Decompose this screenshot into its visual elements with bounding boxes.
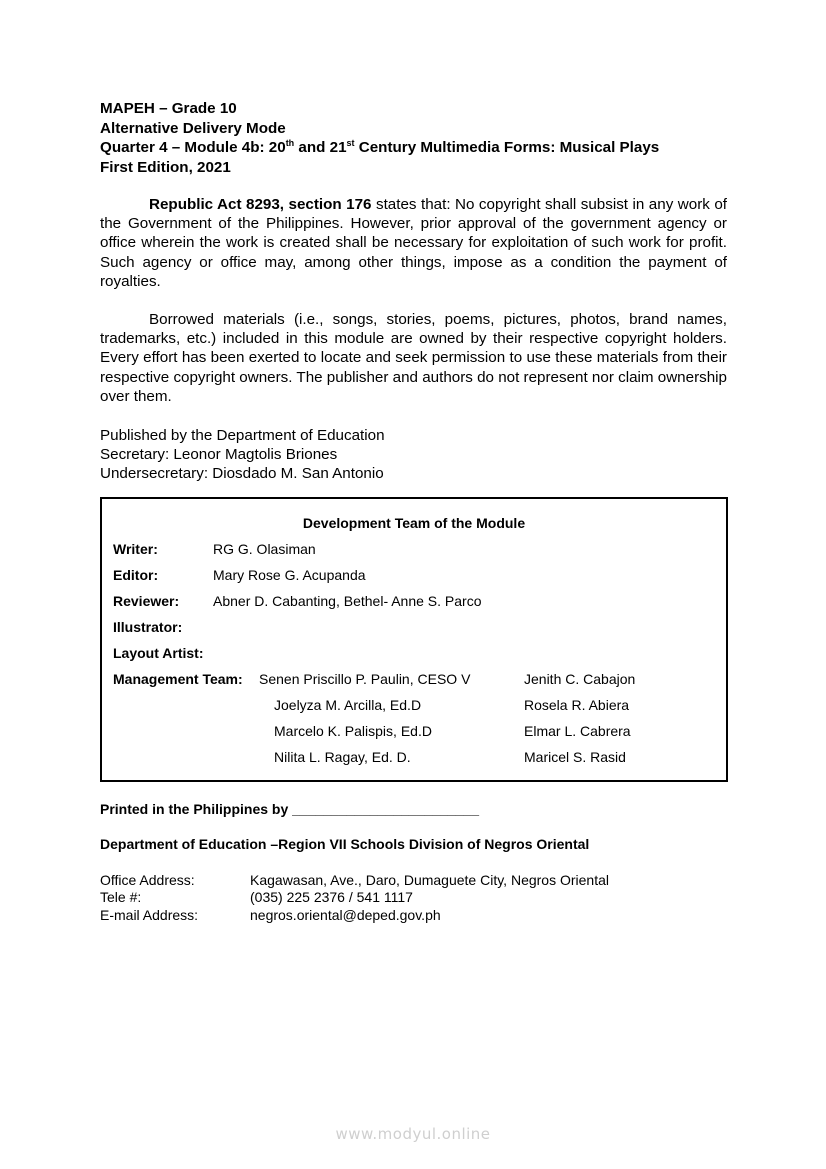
delivery-mode: Alternative Delivery Mode <box>100 119 286 137</box>
editor-label: Editor: <box>113 567 159 583</box>
management-member: Rosela R. Abiera <box>524 697 630 713</box>
management-member: Marcelo K. Palispis, Ed.D <box>274 723 432 739</box>
management-member: Nilita L. Ragay, Ed. D. <box>274 749 411 765</box>
printed-by-line: Printed in the Philippines by ________________________ <box>100 801 479 817</box>
management-member: Jenith C. Cabajon <box>524 671 636 687</box>
writer-value: RG G. Olasiman <box>213 541 316 557</box>
illustrator-label: Illustrator: <box>113 619 183 635</box>
reviewer-value: Abner D. Cabanting, Bethel- Anne S. Parco <box>213 593 482 609</box>
email-label: E-mail Address: <box>100 906 199 923</box>
development-team-title: Development Team of the Module <box>302 515 526 531</box>
subject-grade: MAPEH – Grade 10 <box>100 100 237 117</box>
ordinal-suffix: th <box>285 138 295 149</box>
management-team-label: Management Team: <box>113 671 243 687</box>
copyright-page <box>100 99 727 923</box>
copyright-notice-text: states that: No copyright shall subsist in any work of the Government of the Philippines. However, prior approval of the government agency or office wherein the work is created shall be necessary for exploitation of such work for profit. Such agency or office may, among other things, impose as a condition the payment of royalties. <box>100 196 727 290</box>
email-value: negros.oriental@deped.gov.ph <box>250 906 441 923</box>
editor-value: Mary Rose G. Acupanda <box>213 567 366 583</box>
department-division: Department of Education –Region VII Schools Division of Negros Oriental <box>100 836 590 852</box>
module-title-part: Century Multimedia Forms: Musical Plays <box>354 139 660 157</box>
publisher-info <box>100 426 385 484</box>
telephone-value: (035) 225 2376 / 541 1117 <box>250 889 413 906</box>
module-title-part: and 21 <box>294 139 347 157</box>
module-title <box>100 138 727 158</box>
management-member: Elmar L. Cabrera <box>524 723 631 739</box>
module-title-block <box>100 99 727 177</box>
development-team-box <box>100 497 728 782</box>
layout-artist-label: Layout Artist: <box>113 645 204 661</box>
edition: First Edition, 2021 <box>100 158 231 176</box>
watermark: www.modyul.online <box>335 1125 491 1143</box>
borrowed-materials-notice: Borrowed materials (i.e., songs, stories, poems, pictures, photos, brand names, trademarks, etc.) included in this module are owned by their respective copyright holders. Every effort has been exerted to locate and seek permission to use these materials from their respective copyright owners. The publisher and authors do not represent nor claim ownership over them. <box>100 311 727 405</box>
management-member: Maricel S. Rasid <box>524 749 626 765</box>
reviewer-label: Reviewer: <box>113 593 180 609</box>
copyright-notice <box>100 195 727 291</box>
ordinal-suffix: st <box>346 138 355 149</box>
secretary: Secretary: Leonor Magtolis Briones <box>100 446 338 464</box>
writer-label: Writer: <box>113 541 158 557</box>
telephone-label: Tele #: <box>100 889 142 906</box>
module-title-part: Quarter 4 – Module 4b: 20 <box>100 139 286 157</box>
office-address-label: Office Address: <box>100 872 195 888</box>
office-address-value: Kagawasan, Ave., Daro, Dumaguete City, Negros Oriental <box>250 872 609 888</box>
undersecretary: Undersecretary: Diosdado M. San Antonio <box>100 465 384 483</box>
management-member: Joelyza M. Arcilla, Ed.D <box>274 697 422 713</box>
management-member: Senen Priscillo P. Paulin, CESO V <box>259 671 471 687</box>
published-by: Published by the Department of Education <box>100 427 385 444</box>
law-reference: Republic Act 8293, section 176 <box>149 196 372 213</box>
